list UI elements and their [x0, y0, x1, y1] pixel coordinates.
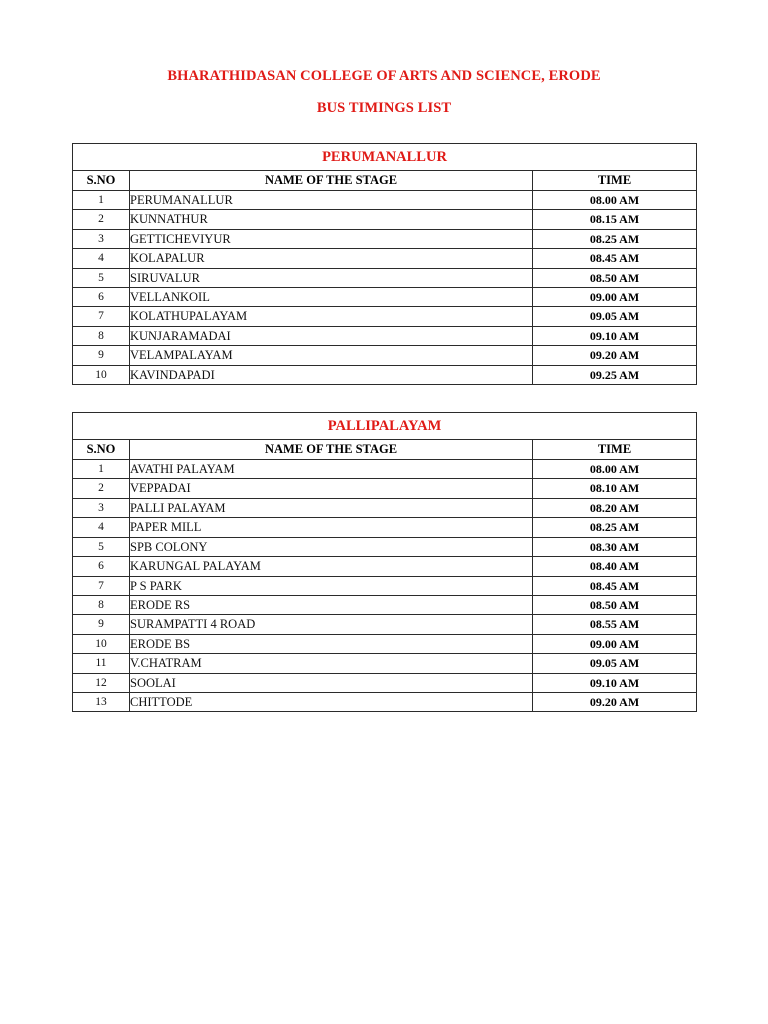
cell-time: 09.10 AM [533, 326, 697, 345]
cell-serial-number: 11 [73, 654, 130, 673]
bus-timings-table [72, 412, 697, 712]
table-body [73, 413, 697, 712]
cell-time: 08.25 AM [533, 518, 697, 537]
table-row [73, 268, 697, 287]
cell-time: 08.50 AM [533, 268, 697, 287]
cell-time: 08.50 AM [533, 595, 697, 614]
cell-serial-number: 1 [73, 191, 130, 210]
column-header-sno: S.NO [73, 171, 130, 191]
cell-stage-name: ERODE RS [130, 595, 533, 614]
cell-time: 08.00 AM [533, 460, 697, 479]
cell-time: 08.25 AM [533, 229, 697, 248]
table-row [73, 346, 697, 365]
table-row [73, 460, 697, 479]
table-row [73, 615, 697, 634]
cell-stage-name: V.CHATRAM [130, 654, 533, 673]
table-body [73, 144, 697, 385]
cell-stage-name: SURAMPATTI 4 ROAD [130, 615, 533, 634]
cell-serial-number: 10 [73, 634, 130, 653]
cell-serial-number: 13 [73, 692, 130, 711]
cell-serial-number: 2 [73, 479, 130, 498]
cell-time: 09.25 AM [533, 365, 697, 384]
cell-stage-name: PALLI PALAYAM [130, 498, 533, 517]
cell-stage-name: VELLANKOIL [130, 288, 533, 307]
cell-serial-number: 4 [73, 249, 130, 268]
column-header-row [73, 440, 697, 460]
cell-time: 08.10 AM [533, 479, 697, 498]
route-title-row [73, 144, 697, 171]
table-row [73, 557, 697, 576]
cell-time: 08.55 AM [533, 615, 697, 634]
table-row [73, 692, 697, 711]
table-row [73, 249, 697, 268]
cell-serial-number: 3 [73, 229, 130, 248]
cell-serial-number: 7 [73, 307, 130, 326]
table-row [73, 326, 697, 345]
cell-stage-name: SPB COLONY [130, 537, 533, 556]
cell-serial-number: 9 [73, 615, 130, 634]
cell-time: 08.20 AM [533, 498, 697, 517]
cell-stage-name: KARUNGAL PALAYAM [130, 557, 533, 576]
cell-stage-name: GETTICHEVIYUR [130, 229, 533, 248]
cell-time: 08.30 AM [533, 537, 697, 556]
table-row [73, 191, 697, 210]
cell-time: 09.10 AM [533, 673, 697, 692]
cell-stage-name: KUNNATHUR [130, 210, 533, 229]
column-header-time: TIME [533, 171, 697, 191]
cell-serial-number: 8 [73, 326, 130, 345]
column-header-row [73, 171, 697, 191]
cell-stage-name: PERUMANALLUR [130, 191, 533, 210]
cell-stage-name: PAPER MILL [130, 518, 533, 537]
cell-serial-number: 8 [73, 595, 130, 614]
document-title-heading: BUS TIMINGS LIST [316, 100, 452, 116]
cell-serial-number: 5 [73, 537, 130, 556]
cell-time: 09.00 AM [533, 288, 697, 307]
column-header-time: TIME [533, 440, 697, 460]
cell-serial-number: 10 [73, 365, 130, 384]
cell-time: 09.05 AM [533, 654, 697, 673]
column-header-sno: S.NO [73, 440, 130, 460]
route-title: PALLIPALAYAM [73, 413, 697, 440]
cell-serial-number: 1 [73, 460, 130, 479]
cell-stage-name: KOLATHUPALAYAM [130, 307, 533, 326]
table-row [73, 576, 697, 595]
table-row [73, 365, 697, 384]
bus-timings-table-pallipalayam-wrapper [72, 412, 696, 712]
cell-stage-name: KAVINDAPADI [130, 365, 533, 384]
column-header-stage: NAME OF THE STAGE [130, 171, 533, 191]
cell-serial-number: 6 [73, 557, 130, 576]
cell-time: 09.05 AM [533, 307, 697, 326]
cell-serial-number: 6 [73, 288, 130, 307]
table-row [73, 498, 697, 517]
table-row [73, 654, 697, 673]
cell-stage-name: KOLAPALUR [130, 249, 533, 268]
route-title-row [73, 413, 697, 440]
bus-timings-table-perumanallur-wrapper [72, 143, 696, 385]
table-row [73, 288, 697, 307]
cell-stage-name: CHITTODE [130, 692, 533, 711]
cell-time: 09.20 AM [533, 346, 697, 365]
cell-time: 08.40 AM [533, 557, 697, 576]
table-row [73, 479, 697, 498]
table-row [73, 229, 697, 248]
cell-serial-number: 12 [73, 673, 130, 692]
column-header-stage: NAME OF THE STAGE [130, 440, 533, 460]
cell-time: 08.00 AM [533, 191, 697, 210]
cell-stage-name: P S PARK [130, 576, 533, 595]
cell-time: 08.15 AM [533, 210, 697, 229]
table-row [73, 210, 697, 229]
cell-serial-number: 5 [73, 268, 130, 287]
cell-serial-number: 4 [73, 518, 130, 537]
table-row [73, 518, 697, 537]
cell-time: 09.20 AM [533, 692, 697, 711]
bus-timings-table [72, 143, 697, 385]
table-row [73, 595, 697, 614]
cell-stage-name: ERODE BS [130, 634, 533, 653]
table-row [73, 537, 697, 556]
cell-time: 09.00 AM [533, 634, 697, 653]
cell-time: 08.45 AM [533, 576, 697, 595]
cell-serial-number: 9 [73, 346, 130, 365]
route-title: PERUMANALLUR [73, 144, 697, 171]
cell-stage-name: SIRUVALUR [130, 268, 533, 287]
cell-time: 08.45 AM [533, 249, 697, 268]
table-row [73, 673, 697, 692]
cell-stage-name: VEPPADAI [130, 479, 533, 498]
college-name-heading: BHARATHIDASAN COLLEGE OF ARTS AND SCIENCE, ERODE [167, 68, 601, 84]
cell-stage-name: AVATHI PALAYAM [130, 460, 533, 479]
cell-stage-name: SOOLAI [130, 673, 533, 692]
cell-stage-name: KUNJARAMADAI [130, 326, 533, 345]
cell-serial-number: 2 [73, 210, 130, 229]
cell-serial-number: 7 [73, 576, 130, 595]
table-row [73, 634, 697, 653]
cell-serial-number: 3 [73, 498, 130, 517]
table-row [73, 307, 697, 326]
cell-stage-name: VELAMPALAYAM [130, 346, 533, 365]
